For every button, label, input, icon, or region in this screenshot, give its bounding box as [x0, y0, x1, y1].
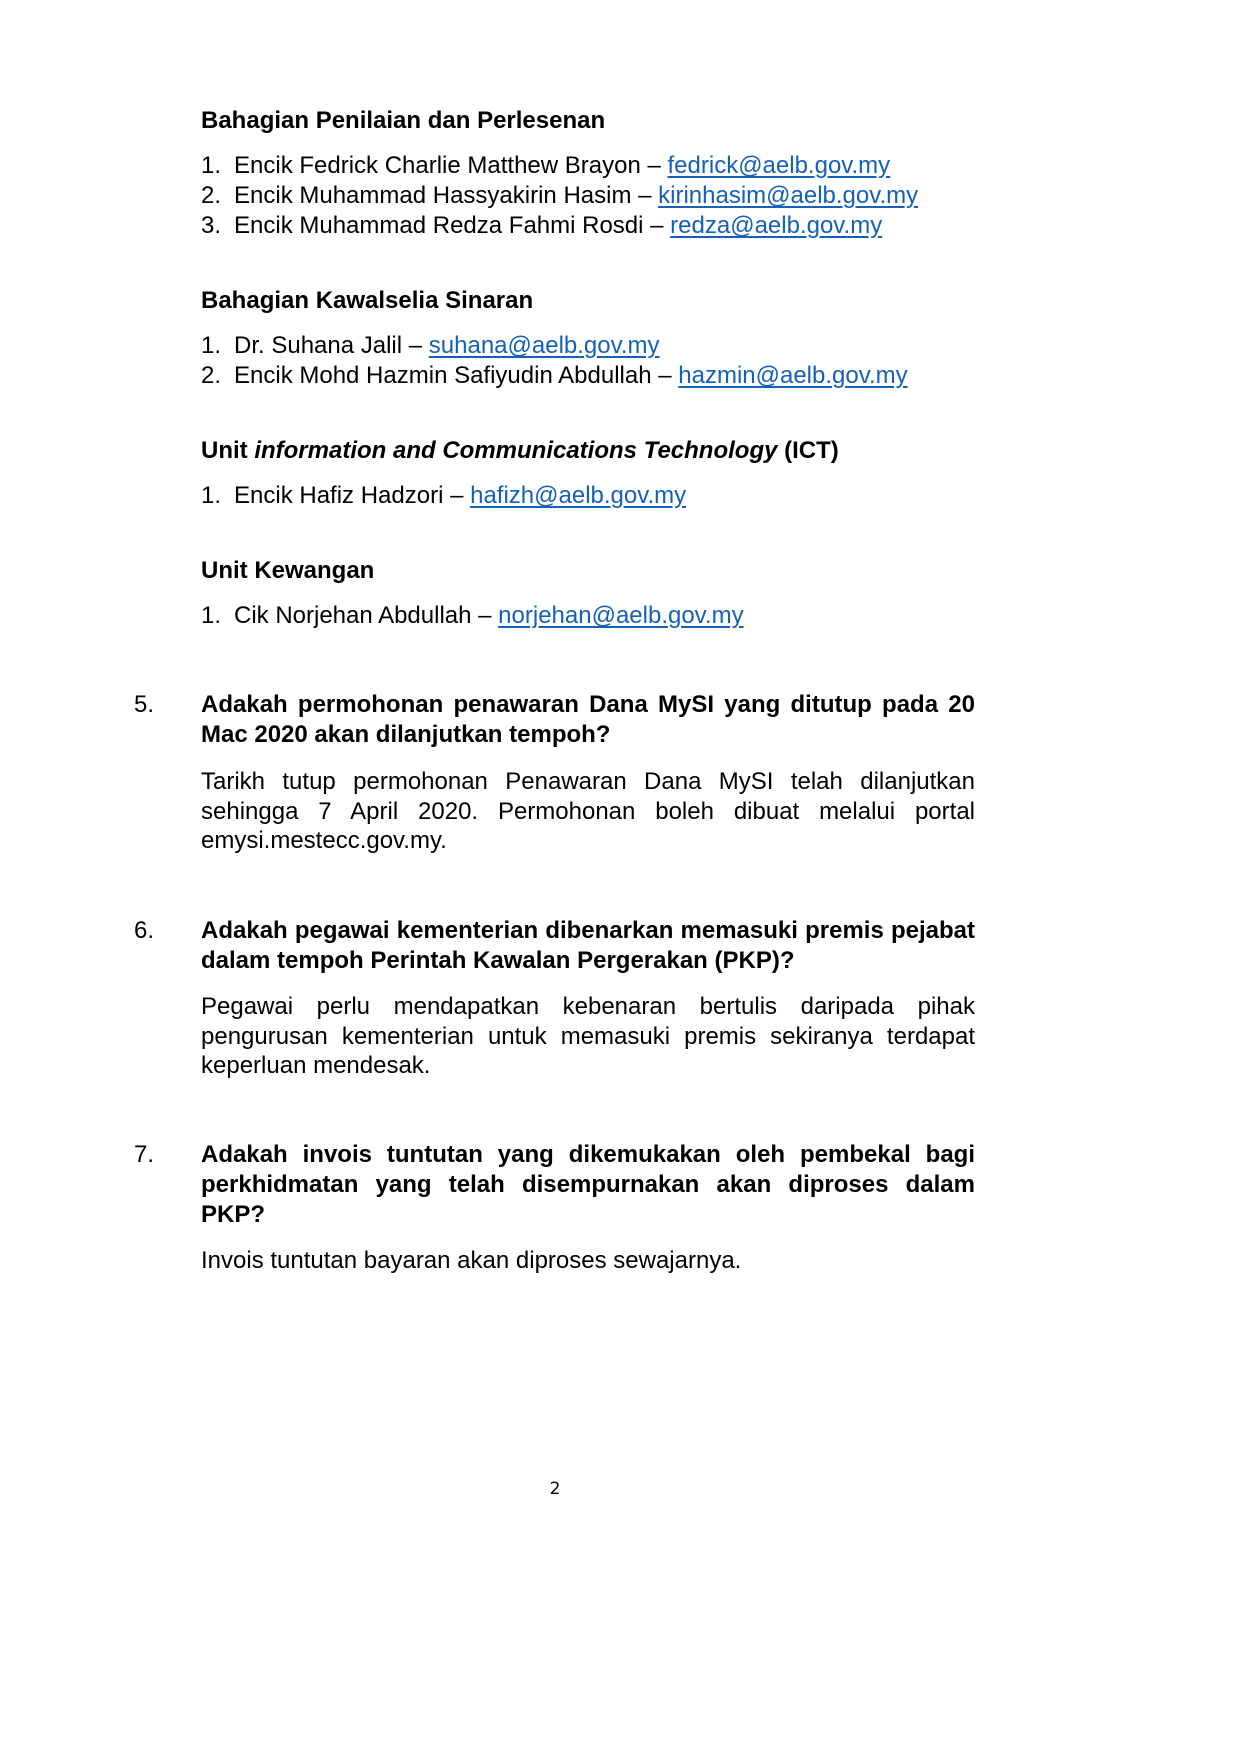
section-heading-unit-kewangan: Unit Kewangan: [201, 557, 375, 584]
list-number: 1.: [201, 332, 222, 359]
contact-name: Encik Hafiz Hadzori –: [234, 482, 471, 509]
list-number: 1.: [201, 482, 222, 509]
contact-name: Encik Fedrick Charlie Matthew Brayon –: [234, 152, 668, 179]
email-link[interactable]: norjehan@aelb.gov.my: [498, 602, 744, 629]
email-link[interactable]: hafizh@aelb.gov.my: [470, 482, 687, 509]
email-link[interactable]: redza@aelb.gov.my: [670, 212, 883, 239]
list-number: 2.: [201, 362, 222, 389]
contact-item: [201, 361, 1001, 391]
section-heading-kawalselia-sinaran: Bahagian Kawalselia Sinaran: [201, 287, 534, 314]
heading-suffix: (ICT): [777, 437, 839, 464]
contact-name: Encik Mohd Hazmin Safiyudin Abdullah –: [234, 362, 679, 389]
answer-text: Pegawai perlu mendapatkan kebenaran bertulis daripada pihak pengurusan kementerian untuk memasuki premis sekiranya terdapat keperluan mendesak.: [201, 993, 975, 1079]
contact-item: [201, 211, 1001, 241]
contact-list-penilaian: [201, 151, 1001, 241]
question-text: Adakah pegawai kementerian dibenarkan memasuki premis pejabat dalam tempoh Perintah Kawalan Pergerakan (PKP)?: [201, 917, 975, 974]
list-number: 1.: [201, 602, 222, 629]
contact-name: Encik Muhammad Hassyakirin Hasim –: [234, 182, 659, 209]
email-link[interactable]: kirinhasim@aelb.gov.my: [658, 182, 919, 209]
contact-item: [201, 151, 1001, 181]
contact-name: Dr. Suhana Jalil –: [234, 332, 429, 359]
contact-item: [201, 181, 1001, 211]
question-text: Adakah invois tuntutan yang dikemukakan oleh pembekal bagi perkhidmatan yang telah disempurnakan akan diproses dalam PKP?: [201, 1141, 975, 1228]
contact-item: [201, 331, 1001, 361]
question-number: 7.: [134, 1141, 155, 1168]
page-number: 2: [549, 1479, 561, 1499]
question-number: 6.: [134, 917, 155, 944]
heading-prefix: Unit: [201, 437, 255, 464]
contact-list-kawalselia: [201, 331, 1001, 391]
contact-list-ict: [201, 481, 1001, 511]
answer-text: Tarikh tutup permohonan Penawaran Dana MySI telah dilanjutkan sehingga 7 April 2020. Permohonan boleh dibuat melalui portal emysi.mestecc.gov.my.: [201, 768, 975, 854]
section-heading-unit-ict: [201, 436, 839, 466]
section-heading-penilaian-perlesenan: Bahagian Penilaian dan Perlesenan: [201, 107, 606, 134]
heading-italic: information and Communications Technology: [254, 437, 778, 464]
contact-item: [201, 601, 1001, 631]
contact-list-kewangan: [201, 601, 1001, 631]
list-number: 2.: [201, 182, 222, 209]
list-number: 3.: [201, 212, 222, 239]
email-link[interactable]: hazmin@aelb.gov.my: [678, 362, 908, 389]
email-link[interactable]: fedrick@aelb.gov.my: [667, 152, 891, 179]
email-link[interactable]: suhana@aelb.gov.my: [428, 332, 660, 359]
list-number: 1.: [201, 152, 222, 179]
contact-name: Cik Norjehan Abdullah –: [234, 602, 499, 629]
question-text: Adakah permohonan penawaran Dana MySI yang ditutup pada 20 Mac 2020 akan dilanjutkan tempoh?: [201, 691, 975, 748]
contact-item: [201, 481, 1001, 511]
contact-name: Encik Muhammad Redza Fahmi Rosdi –: [234, 212, 671, 239]
question-number: 5.: [134, 691, 155, 718]
answer-text: Invois tuntutan bayaran akan diproses sewajarnya.: [201, 1247, 742, 1274]
